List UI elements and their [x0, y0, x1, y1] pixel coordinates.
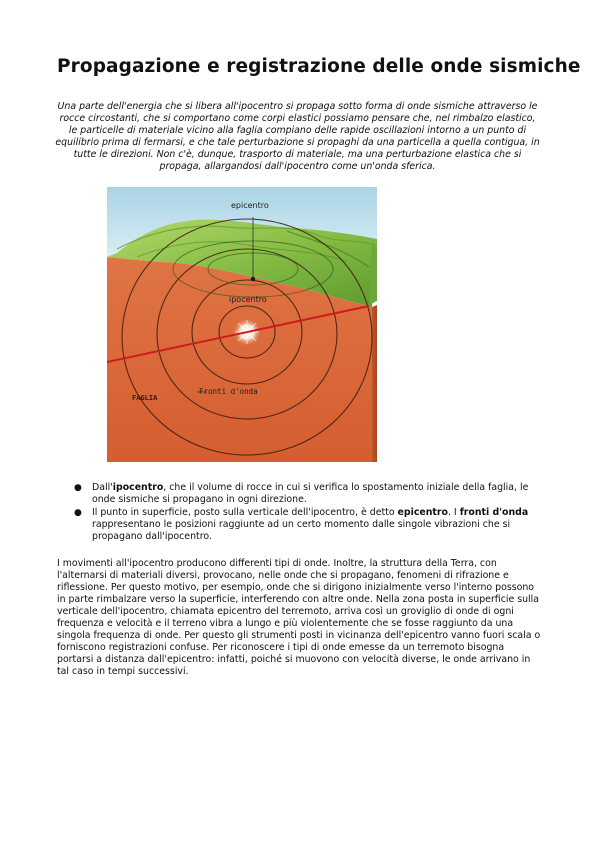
- list-item: ● Il punto in superficie, posto sulla verticale dell'ipocentro, è detto epicentro. I fronti d'onda rappresentano le posizioni raggiunte ad un certo momento dalle singole vibrazioni che si propagano dall'ipocentro.: [74, 507, 529, 542]
- page-title: Propagazione e registrazione delle onde sismiche: [57, 56, 581, 77]
- intro-paragraph: Una parte dell'energia che si libera all'ipocentro si propaga sotto forma di onde sismiche attraverso le rocce circostanti, che si comportano come corpi elastici possiamo pensare che, nel rimbalzo elastico, le particelle di materiale vicino alla faglia compiano delle rapide oscillazioni intorno a un punto di equilibrio prima di fermarsi, e che tale perturbazione si propaghi da una particella a quella contigua, in tutte le direzioni. Non c'è, dunque, trasporto di materiale, ma una perturbazione elastica che si propaga, allargandosi dall'ipocentro come un'onda sferica.: [55, 101, 540, 172]
- body-paragraph: I movimenti all'ipocentro producono differenti tipi di onde. Inoltre, la struttura della Terra, con l'alternarsi di materiali diversi, provocano, nelle onde che si propagano, fenomeni di rifrazione e riflessione. Per questo motivo, per esempio, onde che si dirigono inizialmente verso l'interno possono in parte rimbalzare verso la superficie, interferendo con altre onde. Nella zona posta in superficie sulla verticale dell'ipocentro, chiamata epicentro del terremoto, arriva così un groviglio di onde di ogni frequenza e velocità e il terreno vibra a lungo e più violentemente che se fosse raggiunto da una singola frequenza di onde. Per questo gli strumenti posti in vicinanza dell'epicentro vanno fuori scala o forniscono registrazioni confuse. Per riconoscere i tipi di onde emesse da un terremoto bisogna portarsi a distanza dall'epicentro: infatti, poiché si muovono con velocità diverse, le onde arrivano in tal caso in tempi successivi.: [57, 558, 541, 677]
- cross-section-side: [372, 305, 377, 462]
- bullet-icon: ●: [74, 483, 82, 493]
- label-fronti-d-onda: Fronti d'onda: [199, 387, 258, 396]
- term-epicentro: epicentro: [397, 507, 448, 518]
- term-fronti-d-onda: fronti d'onda: [459, 507, 529, 518]
- bullet-list: [72, 482, 542, 544]
- epicentre-dot: [251, 277, 255, 281]
- label-ipocentro: ipocentro: [229, 295, 267, 304]
- earthquake-diagram: [107, 187, 377, 462]
- list-item: ● Dall'ipocentro, che il volume di rocce in cui si verifica lo spostamento iniziale della faglia, le onde sismiche si propagano in ogni direzione.: [74, 482, 529, 505]
- label-epicentro: epicentro: [231, 201, 269, 210]
- label-faglia: FAGLIA: [132, 394, 158, 402]
- bullet-icon: ●: [74, 508, 82, 518]
- term-ipocentro: ipocentro: [112, 482, 164, 493]
